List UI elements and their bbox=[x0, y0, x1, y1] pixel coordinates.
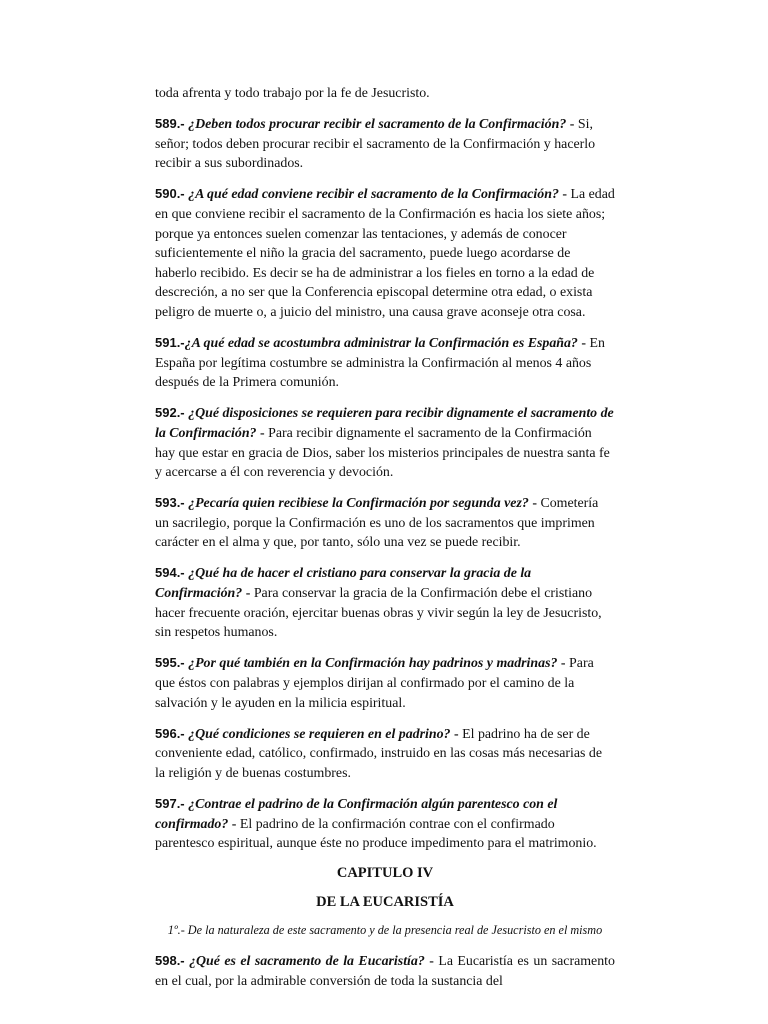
item-question: ¿Deben todos procurar recibir el sacramento de la Confirmación? bbox=[188, 117, 567, 133]
item-answer: Para recibir dignamente el sacramento de la Confirmación hay que estar en gracia de Dios, saber los misterios principales de nuestra santa fe y acercarse a él con reverencia y devoción. bbox=[155, 425, 610, 481]
item-dash: - bbox=[454, 726, 459, 742]
qa-item-590 bbox=[155, 184, 615, 322]
item-number: 598.- bbox=[155, 952, 185, 968]
qa-item-595 bbox=[155, 653, 615, 713]
qa-item-594 bbox=[155, 563, 615, 642]
item-dash: - bbox=[245, 586, 251, 602]
qa-item-593 bbox=[155, 493, 615, 553]
qa-item-592 bbox=[155, 403, 615, 482]
item-question: ¿Qué condiciones se requieren en el padrino? bbox=[188, 726, 451, 742]
item-question: ¿Pecaría quien recibiese la Confirmación por segunda vez? bbox=[188, 496, 529, 512]
item-dash: - bbox=[429, 953, 434, 969]
chapter-title: CAPITULO IV bbox=[336, 865, 434, 882]
item-question: ¿A qué edad conviene recibir el sacramento de la Confirmación? bbox=[188, 187, 559, 203]
item-number: 595.- bbox=[155, 655, 185, 671]
item-dash: - bbox=[231, 816, 237, 832]
qa-item-598 bbox=[155, 951, 615, 991]
qa-item-591 bbox=[155, 333, 615, 393]
item-dash: - bbox=[569, 117, 575, 133]
item-number: 591.- bbox=[155, 335, 185, 351]
item-number: 589.- bbox=[155, 116, 185, 132]
item-question: ¿Qué disposiciones se requieren para recibir dignamente el sacramento de la Confirmación? bbox=[155, 406, 614, 441]
item-answer: El padrino de la confirmación contrae con el confirmado parentesco espiritual, aunque éste no produce impedimento para el matrimonio. bbox=[155, 816, 597, 852]
item-answer: El padrino ha de ser de conveniente edad, católico, confirmado, instruido en las cosas más necesarias de la religión y de buenas costumbres. bbox=[155, 726, 603, 781]
item-dash: - bbox=[259, 425, 265, 441]
item-number: 597.- bbox=[155, 795, 185, 811]
item-dash: - bbox=[560, 656, 566, 672]
item-number: 593.- bbox=[155, 495, 185, 511]
item-answer: La edad en que conviene recibir el sacramento de la Confirmación es hacia los siete años; porque ya entonces suelen comenzar las tentaciones, y además de conocer suficientemente el niño la gracia del sacramento, puede luego acordarse de haberlo recibido. Es decir se ha de administrar a los fieles en torno a la edad de descreción, a no ser que la Conferencia episcopal determine otra edad, o exista peligro de muerte o, a juicio del ministro, una causa grave aconseje otra cosa. bbox=[155, 187, 615, 320]
item-question: ¿Contrae el padrino de la Confirmación algún parentesco con el confirmado? bbox=[155, 796, 558, 832]
item-question: ¿Por qué también en la Confirmación hay padrinos y madrinas? bbox=[188, 656, 558, 672]
item-question: ¿Qué es el sacramento de la Eucaristía? bbox=[189, 953, 425, 969]
item-answer: La Eucaristía es un sacramento en el cual, por la admirable conversión de toda la sustancia del bbox=[155, 953, 615, 989]
item-answer: Si, señor; todos deben procurar recibir el sacramento de la Confirmación y hacerlo recibir a sus subordinados. bbox=[155, 117, 596, 172]
item-number: 590.- bbox=[155, 186, 185, 202]
item-answer: En España por legítima costumbre se administra la Confirmación al menos 4 años después de la Primera comunión. bbox=[155, 336, 605, 391]
item-question: ¿Qué ha de hacer el cristiano para conservar la gracia de la Confirmación? bbox=[155, 566, 532, 602]
item-answer: Para que éstos con palabras y ejemplos dirijan al confirmado por el camino de la salvación y le ayuden en la milicia espiritual. bbox=[155, 656, 594, 711]
qa-item-589 bbox=[155, 114, 615, 174]
item-number: 592.- bbox=[155, 405, 185, 421]
document-page bbox=[155, 84, 615, 1002]
item-dash: - bbox=[562, 187, 568, 203]
item-number: 594.- bbox=[155, 565, 185, 581]
item-dash: - bbox=[581, 336, 587, 352]
item-answer: Para conservar la gracia de la Confirmación debe el cristiano hacer frecuente oración, ejercitar buenas obras y vivir según la ley de Jesucristo, sin respetos humanos. bbox=[155, 586, 602, 641]
item-question: ¿A qué edad se acostumbra administrar la Confirmación es España? bbox=[184, 336, 578, 352]
item-dash: - bbox=[532, 496, 537, 512]
item-answer: Cometería un sacrilegio, porque la Confirmación es uno de los sacramentos que imprimen carácter en el alma y que, por tanto, sólo una vez se puede recibir. bbox=[155, 496, 599, 551]
item-number: 596.- bbox=[155, 725, 185, 741]
qa-item-597 bbox=[155, 794, 615, 854]
qa-item-596 bbox=[155, 724, 615, 784]
chapter-subtitle: DE LA EUCARISTÍA bbox=[316, 893, 454, 910]
section-heading: 1º.- De la naturaleza de este sacramento y de la presencia real de Jesucristo en el mismo bbox=[167, 923, 603, 938]
intro-line: toda afrenta y todo trabajo por la fe de Jesucristo. bbox=[155, 86, 430, 101]
